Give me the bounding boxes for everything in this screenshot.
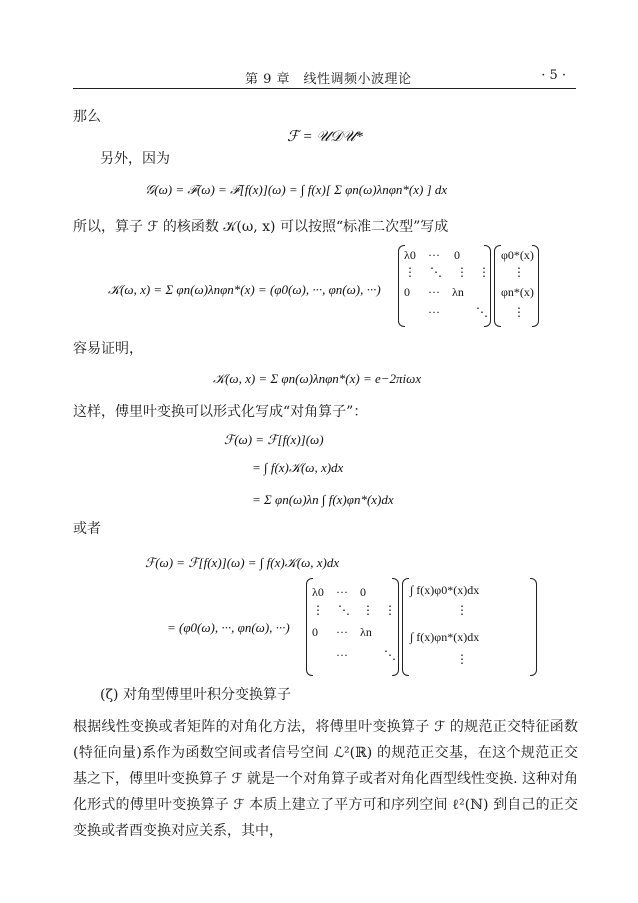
vector-cell: ⋮ [456,603,468,617]
equation-kernel-quadratic-form: 𝒦(ω, x) = Σ φn(ω)λnφn*(x) = (φ0(ω), ···, φn(ω), ···) [108,282,381,297]
matrix-cell: ⋱ [430,265,442,279]
paragraph-easy-proof: 容易证明， [73,341,143,357]
matrix-cell: ⋱ [384,648,396,662]
paragraph-because: 另外，因为 [100,151,170,167]
vector-cell: ⋮ [513,305,525,319]
vector-right-bracket [530,578,537,676]
body-paragraph: 根据线性变换或者矩阵的对角化方法，将傅里叶变换算子 ℱ 的规范正交特征函数(特征向量)系作为函数空间或者信号空间 ℒ²(ℝ) 的规范正交基，在这个规范正交基之下，傅里叶变换算子 ℱ 就是一个对角算子或者对角化酉型线性变换. 这种对角化形式的傅里叶变换算子 ℱ 本质上建立了平方可和序列空间 ℓ²(ℕ) 到自己的正交变换或者酉变换对应关系，其中， [73,719,578,839]
matrix-cell: ⋱ [338,603,350,617]
equation-kernel-exponential: 𝒦(ω, x) = Σ φn(ω)λnφn*(x) = e−2πiωx [213,371,422,386]
matrix-cell: ⋱ [476,305,488,319]
running-header [73,66,576,89]
matrix-cell: ··· [336,648,348,662]
equation-or-line-1: ℱ(ω) = ℱ[f(x)](ω) = ∫ f(x)𝒦(ω, x)dx [145,555,340,570]
equation-diag-line-2: = ∫ f(x)𝒦(ω, x)dx [252,460,344,475]
matrix-cell: 0 [360,585,366,599]
matrix-cell: 0 [404,285,410,299]
chapter-title: 第 9 章 线性调频小波理论 [245,72,412,87]
matrix-right-bracket [484,245,491,327]
equation-or-line-2: = (φ0(ω), ···, φn(ω), ···) [167,620,290,635]
vector-cell: ⋮ [456,652,468,666]
matrix-cell: ⋮ [478,265,490,279]
matrix-cell: λn [452,285,464,299]
paragraph-or: 或者 [73,521,101,537]
equation-diag-line-3: = Σ φn(ω)λn ∫ f(x)φn*(x)dx [252,492,394,507]
vector-right-bracket [532,245,539,327]
paragraph-intro: 那么 [73,109,101,125]
equation-fourier-kernel-sum: 𝒢(ω) = ℱ(ω) = ℱ[f(x)](ω) = ∫ f(x)[ Σ φn(ω)λnφn*(x) ] dx [145,182,448,197]
matrix-cell: 0 [454,248,460,262]
vector-cell: ∫ f(x)φ0*(x)dx [410,583,480,597]
vector-left-bracket [494,245,501,327]
matrix-cell: ⋮ [362,603,374,617]
section-title: (ζ) 对角型傅里叶积分变换算子 [100,687,291,703]
equation-udu: ℱ = 𝒰𝒟𝒰* [287,129,363,145]
equation-diag-line-1: ℱ(ω) = ℱ[f(x)](ω) [224,432,324,447]
matrix-cell: λn [360,625,372,639]
vector-left-bracket [402,578,409,676]
paragraph-diagonal-operator: 这样，傅里叶变换可以形式化写成“对角算子”： [73,404,368,420]
matrix-cell: λ0 [312,585,324,599]
diagonal-matrix-2 [306,578,538,678]
matrix-cell: ⋮ [404,265,416,279]
matrix-cell: ··· [428,305,440,319]
matrix-cell: ··· [336,625,348,639]
matrix-right-bracket [392,578,399,676]
matrix-cell: λ0 [404,248,416,262]
matrix-cell: ⋮ [456,265,468,279]
vector-cell: ⋮ [513,265,525,279]
matrix-cell: ··· [428,248,440,262]
matrix-cell: ··· [428,285,440,299]
vector-cell: φn*(x) [501,285,534,299]
vector-cell: φ0*(x) [501,248,534,262]
paragraph-kernel: 所以，算子 ℱ 的核函数 𝒦(ω, x) 可以按照“标准二次型”写成 [73,219,449,235]
page-number: · 5 · [541,68,566,83]
matrix-cell: ⋮ [312,603,324,617]
vector-cell: ∫ f(x)φn*(x)dx [410,630,480,644]
matrix-cell: ⋮ [384,603,396,617]
matrix-cell: ··· [336,585,348,599]
diagonal-matrix-1 [398,245,538,329]
matrix-cell: 0 [312,625,318,639]
